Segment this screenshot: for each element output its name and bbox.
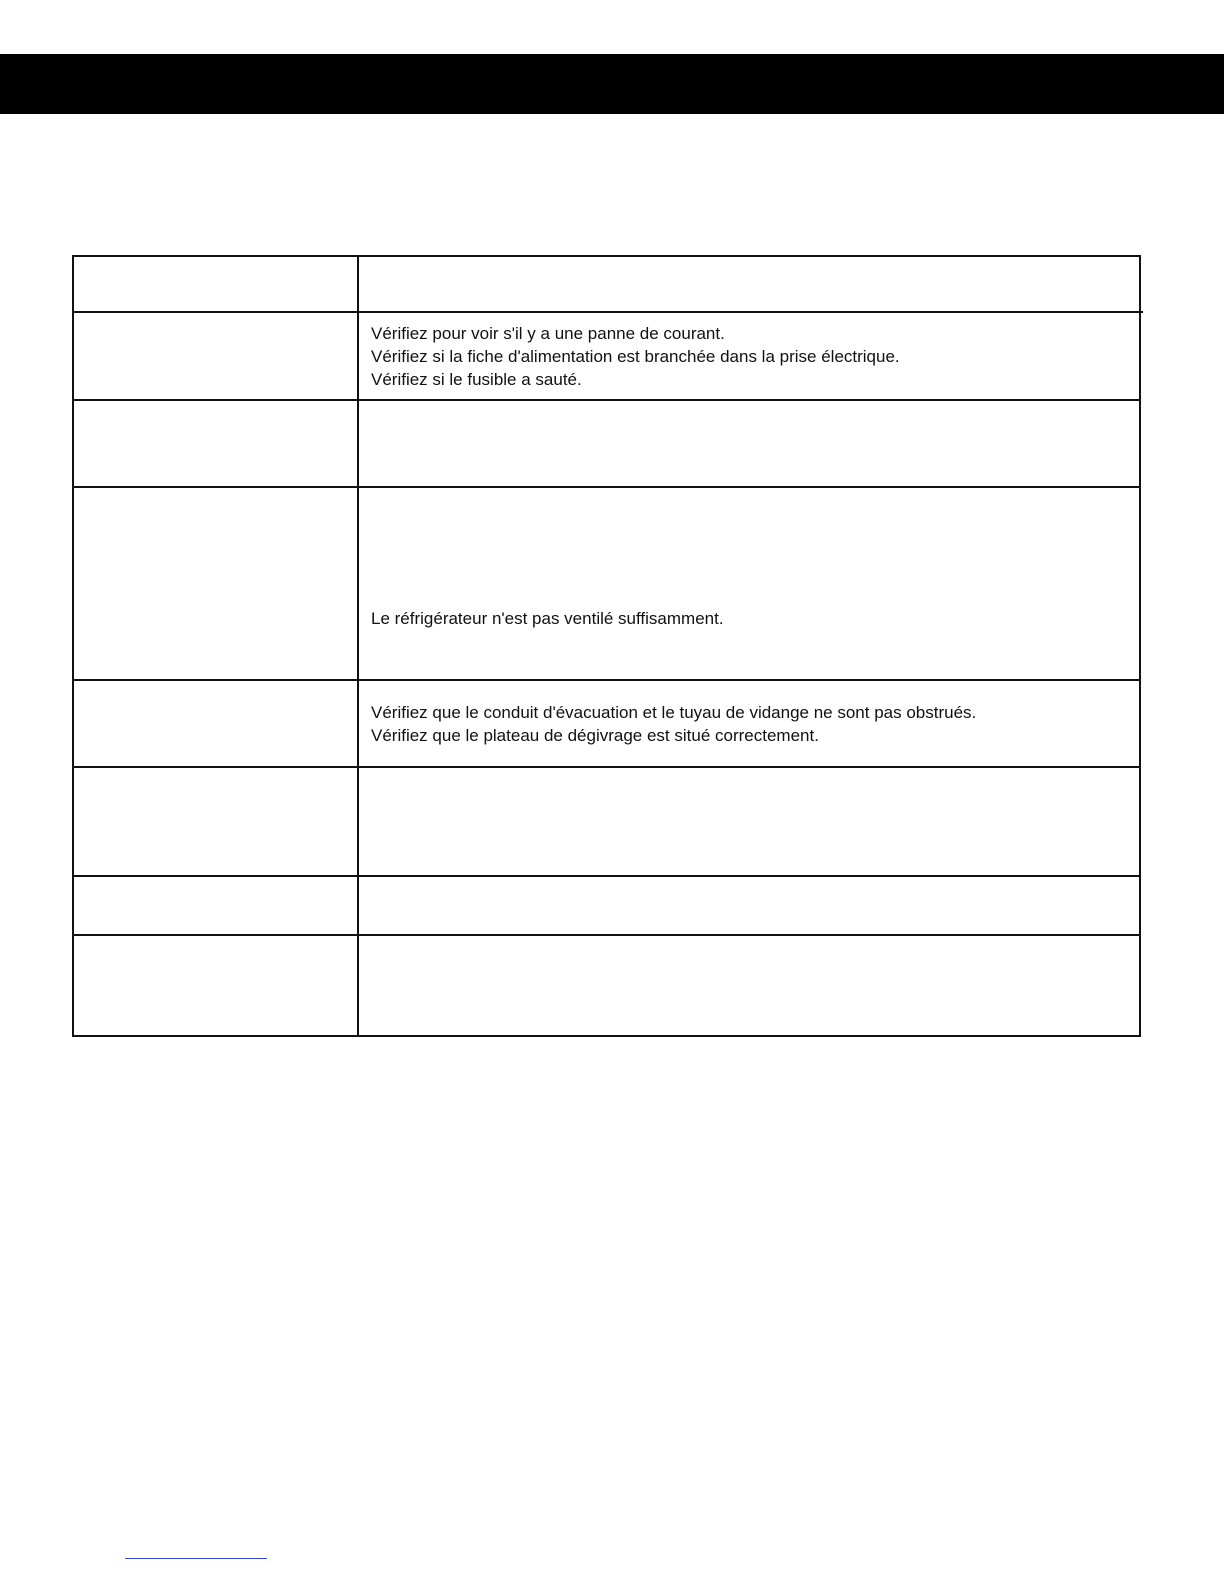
solution-line: Vérifiez si la fiche d'alimentation est branchée dans la prise électrique.: [371, 347, 900, 366]
footer-link-underline[interactable]: [125, 1558, 267, 1559]
solution-cell: [358, 935, 1140, 1036]
table-row: [73, 876, 1140, 935]
table-row: [73, 400, 1140, 487]
solution-cell: [358, 400, 1140, 487]
table-row: [73, 935, 1140, 1036]
header-bar: [0, 54, 1224, 114]
border-tick-mark: [1139, 311, 1143, 313]
solution-cell: [358, 680, 1140, 767]
solution-line: Le réfrigérateur n'est pas ventilé suffisamment.: [371, 609, 724, 628]
solution-cell: [358, 876, 1140, 935]
solution-cell: [358, 312, 1140, 400]
problem-cell: [73, 935, 358, 1036]
table-header-row: [73, 256, 1140, 312]
problem-cell: [73, 767, 358, 876]
solution-line: Vérifiez pour voir s'il y a une panne de courant.: [371, 324, 725, 343]
solution-cell: [358, 767, 1140, 876]
solution-cell: [358, 487, 1140, 680]
table-row: [73, 312, 1140, 400]
problem-cell: [73, 876, 358, 935]
solution-line: Vérifiez que le conduit d'évacuation et le tuyau de vidange ne sont pas obstrués.: [371, 703, 977, 722]
table-row: [73, 680, 1140, 767]
solution-line: Vérifiez que le plateau de dégivrage est situé correctement.: [371, 726, 819, 745]
solution-line: Vérifiez si le fusible a sauté.: [371, 370, 582, 389]
header-cell-problem: [73, 256, 358, 312]
header-cell-solution: [358, 256, 1140, 312]
problem-cell: [73, 312, 358, 400]
problem-cell: [73, 487, 358, 680]
problem-cell: [73, 680, 358, 767]
problem-cell: [73, 400, 358, 487]
table-row: [73, 487, 1140, 680]
troubleshooting-table: [72, 255, 1141, 1037]
table-row: [73, 767, 1140, 876]
